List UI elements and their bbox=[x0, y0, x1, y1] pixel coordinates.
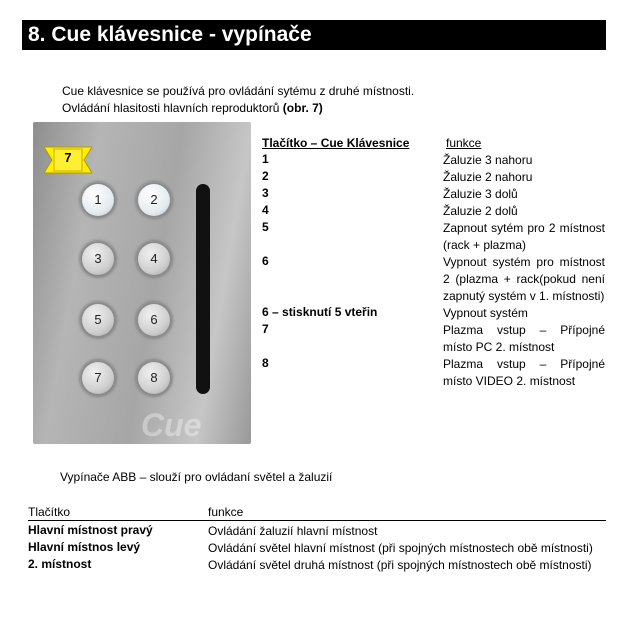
abb-header-button: Tlačítko bbox=[28, 505, 71, 519]
keypad-key-7: 7 bbox=[80, 360, 116, 396]
section-heading: 8. Cue klávesnice - vypínače bbox=[22, 20, 606, 50]
table-row bbox=[28, 540, 606, 557]
cue-row-function: Žaluzie 2 dolů bbox=[443, 204, 518, 218]
abb-row-button: 2. místnost bbox=[28, 557, 92, 571]
abb-row-button: Hlavní místnost pravý bbox=[28, 523, 153, 537]
table-row bbox=[262, 203, 606, 220]
keypad-key-1: 1 bbox=[80, 182, 116, 218]
keypad-key-4: 4 bbox=[136, 241, 172, 277]
figure-badge-number: 7 bbox=[64, 150, 72, 165]
table-row bbox=[262, 169, 606, 186]
cue-table-header bbox=[262, 136, 606, 152]
table-row bbox=[262, 322, 606, 356]
cue-row-function: Žaluzie 3 dolů bbox=[443, 187, 518, 201]
cue-row-button: 1 bbox=[262, 152, 269, 166]
abb-switch-table bbox=[28, 505, 606, 574]
cue-row-function: Vypnout systém bbox=[443, 306, 528, 320]
cue-header-function: funkce bbox=[446, 136, 482, 150]
abb-header-function: funkce bbox=[208, 505, 244, 519]
cue-row-button: 2 bbox=[262, 169, 269, 183]
cue-row-button: 6 bbox=[262, 254, 269, 268]
abb-row-function: Ovládání žaluzií hlavní místnost bbox=[208, 524, 378, 538]
cue-row-function: Žaluzie 3 nahoru bbox=[443, 153, 533, 167]
table-row bbox=[262, 254, 606, 305]
abb-row-function: Ovládání světel hlavní místnost (při spojných místnostech obě místnosti) bbox=[208, 541, 593, 555]
keypad-key-2: 2 bbox=[136, 182, 172, 218]
cue-row-button: 7 bbox=[262, 322, 269, 336]
table-row bbox=[262, 356, 606, 390]
table-row bbox=[262, 305, 606, 322]
keypad-key-8: 8 bbox=[136, 360, 172, 396]
cue-row-function: Zapnout sytém pro 2 místnost (rack + plazma) bbox=[443, 221, 605, 252]
keypad-key-5: 5 bbox=[80, 302, 116, 338]
cue-row-function: Plazma vstup – Přípojné místo PC 2. místnost bbox=[443, 323, 605, 354]
intro-figure-ref: (obr. 7) bbox=[282, 101, 323, 115]
table-row bbox=[262, 152, 606, 169]
keypad-key-3: 3 bbox=[80, 241, 116, 277]
intro-line-1: Cue klávesnice se používá pro ovládání sytému z druhé místnosti. bbox=[62, 84, 415, 98]
volume-slot bbox=[196, 184, 210, 394]
cue-row-button: 4 bbox=[262, 203, 269, 217]
intro-line-2-text: Ovládání hlasitosti hlavních reproduktorů bbox=[62, 101, 283, 115]
abb-row-button: Hlavní místnos levý bbox=[28, 540, 141, 554]
abb-intro: Vypínače ABB – slouží pro ovládaní světel a žaluzií bbox=[60, 470, 333, 484]
abb-row-function: Ovládání světel druhá místnost (při spojných místnostech obě místnosti) bbox=[208, 558, 592, 572]
table-row bbox=[28, 557, 606, 574]
cue-row-button: 5 bbox=[262, 220, 269, 234]
figure-badge bbox=[44, 145, 92, 175]
table-row bbox=[262, 186, 606, 203]
cue-header-button: Tlačítko – Cue Klávesnice bbox=[262, 136, 410, 150]
table-row bbox=[28, 523, 606, 540]
cue-keypad-table bbox=[262, 136, 606, 390]
intro-line-2 bbox=[62, 101, 323, 115]
keypad-key-6: 6 bbox=[136, 302, 172, 338]
cue-row-button: 3 bbox=[262, 186, 269, 200]
abb-table-header bbox=[28, 505, 606, 521]
cue-row-function: Vypnout systém pro místnost 2 (plazma + rack(pokud není zapnutý systém v 1. místnosti) bbox=[443, 255, 605, 303]
keypad-logo: Cue bbox=[141, 407, 202, 443]
cue-row-function: Žaluzie 2 nahoru bbox=[443, 170, 533, 184]
cue-row-button: 6 – stisknutí 5 vteřin bbox=[262, 305, 378, 319]
table-row bbox=[262, 220, 606, 254]
cue-row-button: 8 bbox=[262, 356, 269, 370]
cue-row-function: Plazma vstup – Přípojné místo VIDEO 2. místnost bbox=[443, 357, 605, 388]
